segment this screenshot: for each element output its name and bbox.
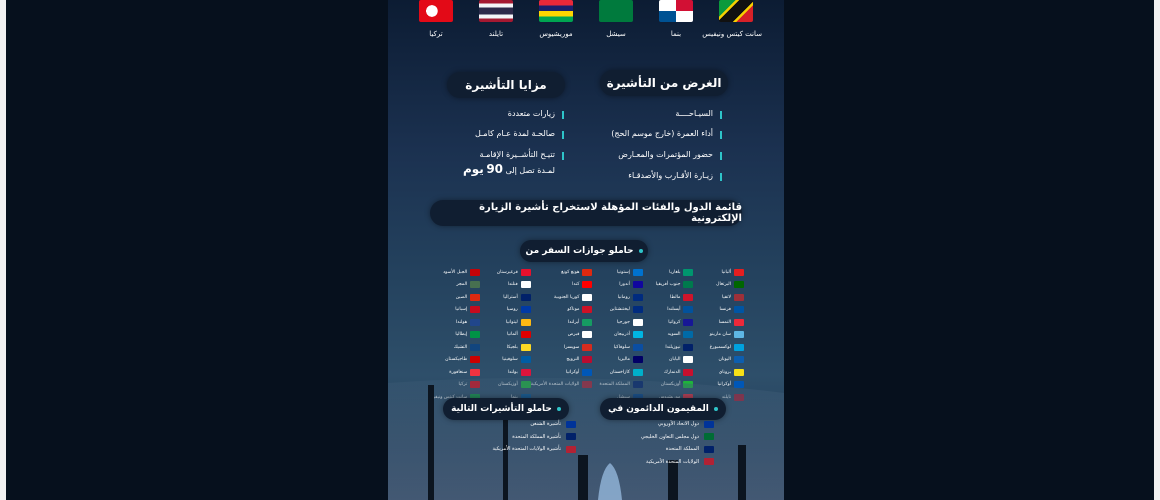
country-entry bbox=[480, 341, 531, 354]
country-name: طاجيكستان bbox=[445, 357, 468, 363]
country-name: إسبانيا bbox=[455, 307, 468, 313]
flag-icon bbox=[683, 269, 693, 276]
country-name: التشيك bbox=[453, 344, 468, 350]
country-name: روسيا bbox=[506, 307, 518, 313]
country-entry bbox=[643, 329, 694, 342]
country-entry bbox=[480, 279, 531, 292]
country-name: السويد bbox=[667, 332, 681, 338]
flag-icon bbox=[734, 306, 744, 313]
country-entry bbox=[693, 329, 744, 342]
country-entry bbox=[531, 329, 593, 342]
country-entry bbox=[428, 329, 480, 342]
flag-icon bbox=[683, 344, 693, 351]
country-entry bbox=[592, 341, 643, 354]
flag-icon bbox=[633, 344, 643, 351]
country-name: موريشيوس bbox=[539, 30, 573, 38]
country-entry bbox=[643, 304, 694, 317]
country-entry bbox=[428, 316, 480, 329]
country-entry bbox=[531, 316, 593, 329]
flag-icon bbox=[521, 331, 531, 338]
country-entry bbox=[428, 354, 480, 367]
country-name: سان مارينو bbox=[709, 332, 731, 338]
flag-icon bbox=[566, 446, 576, 453]
list-item bbox=[641, 456, 714, 469]
country-entry bbox=[693, 291, 744, 304]
country-entry bbox=[480, 354, 531, 367]
country-entry bbox=[592, 354, 643, 367]
flag-icon bbox=[521, 344, 531, 351]
country-entry bbox=[480, 304, 531, 317]
flag-icon bbox=[582, 269, 592, 276]
benefit-item: زيارات متعددة bbox=[508, 109, 564, 118]
country-name: إيطاليا bbox=[455, 332, 468, 338]
flag-icon bbox=[683, 306, 693, 313]
country-name: بولندا bbox=[507, 369, 518, 375]
country-name: سانت كيتس ونيفيس bbox=[702, 30, 762, 38]
residents-list bbox=[641, 418, 714, 468]
country-entry bbox=[592, 304, 643, 317]
flag-icon bbox=[521, 294, 531, 301]
country-name: كندا bbox=[572, 282, 580, 288]
flag-icon bbox=[582, 306, 592, 313]
country-name: ماليزيا bbox=[618, 357, 630, 363]
country-name: أستراليا bbox=[503, 294, 518, 300]
flag-icon bbox=[683, 319, 693, 326]
passport-holders-label: حاملو جوازات السفر من bbox=[525, 246, 634, 256]
flag-icon bbox=[582, 294, 592, 301]
list-item bbox=[641, 431, 714, 444]
visa-holders-label: حاملو التأشيرات التالية bbox=[451, 404, 552, 414]
list-item-label: الولايات المتحدة الأمريكية bbox=[646, 458, 699, 465]
country-name: الجبل الأسود bbox=[443, 269, 468, 275]
flag-icon bbox=[719, 0, 753, 22]
country-name: بروناي bbox=[718, 369, 731, 375]
country-name: النمسا bbox=[718, 319, 731, 325]
benefit-item: صالحـة لمدة عـام كامـل bbox=[475, 129, 564, 138]
country-entry bbox=[693, 341, 744, 354]
country-name: نيوزيلندا bbox=[665, 344, 681, 350]
country-name: أندورا bbox=[619, 282, 630, 288]
flag-icon bbox=[734, 319, 744, 326]
country-name: قبرص bbox=[567, 332, 580, 338]
flag-icon bbox=[704, 446, 714, 453]
country-entry bbox=[428, 304, 480, 317]
country-name: قرغيزستان bbox=[496, 269, 518, 275]
country-name: أيرلندا bbox=[567, 319, 580, 325]
list-item bbox=[641, 443, 714, 456]
bullet-dot bbox=[557, 407, 561, 411]
flag-icon bbox=[521, 306, 531, 313]
bullet-dot bbox=[639, 249, 643, 253]
list-item bbox=[641, 418, 714, 431]
top-flag-item bbox=[410, 0, 462, 44]
country-entry bbox=[643, 354, 694, 367]
country-entry bbox=[531, 341, 593, 354]
flag-icon bbox=[566, 421, 576, 428]
country-entry bbox=[643, 279, 694, 292]
list-item-label: تأشيرة المملكة المتحدة bbox=[512, 433, 561, 440]
country-name: لوكسمبورغ bbox=[709, 344, 731, 350]
benefit-item: تتيـح التأشــيرة الإقامـة bbox=[479, 150, 564, 159]
country-name: كرواتيا bbox=[668, 319, 681, 325]
country-name: لاتفيا bbox=[721, 294, 731, 300]
list-item bbox=[492, 418, 576, 431]
flag-icon bbox=[470, 319, 480, 326]
country-name: جورجيا bbox=[616, 319, 630, 325]
flag-icon bbox=[633, 269, 643, 276]
country-name: مالطا bbox=[670, 294, 681, 300]
country-name: تركيا bbox=[429, 30, 443, 38]
country-name: كوريا الجنوبية bbox=[553, 294, 580, 300]
flag-icon bbox=[599, 0, 633, 22]
duration-prefix: لمـدة تصل إلى bbox=[505, 166, 555, 175]
country-entry bbox=[592, 266, 643, 279]
country-entry bbox=[643, 341, 694, 354]
country-name: فرنسا bbox=[719, 307, 731, 313]
purpose-item: السيـاحــــة bbox=[675, 109, 722, 118]
country-entry bbox=[531, 266, 593, 279]
country-name: الصين bbox=[455, 294, 468, 300]
flag-icon bbox=[582, 331, 592, 338]
visa-holders-list bbox=[492, 418, 576, 456]
country-name: سلوفاكيا bbox=[613, 344, 630, 350]
flag-icon bbox=[470, 356, 480, 363]
list-item-label: دول الاتحاد الأوروبي bbox=[657, 421, 699, 428]
flag-icon bbox=[633, 281, 643, 288]
flag-icon bbox=[734, 281, 744, 288]
flag-icon bbox=[683, 356, 693, 363]
country-name: اليابان bbox=[668, 357, 681, 363]
country-name: رومانيا bbox=[617, 294, 630, 300]
flag-icon bbox=[683, 281, 693, 288]
top-flag-item bbox=[530, 0, 582, 44]
flag-icon bbox=[633, 294, 643, 301]
list-item bbox=[492, 443, 576, 456]
country-entry bbox=[643, 316, 694, 329]
eligible-list-heading: قائمة الدول والفئات المؤهلة لاستخراج تأشيرة الزيارة الإلكترونية bbox=[430, 200, 742, 226]
benefits-heading: مزايا التأشيرة bbox=[447, 72, 565, 98]
country-name: كازاخستان bbox=[609, 369, 630, 375]
list-item bbox=[492, 431, 576, 444]
country-entry bbox=[693, 316, 744, 329]
country-name: هولندا bbox=[455, 319, 468, 325]
purpose-item: أداء العمرة (خارج موسم الحج) bbox=[611, 129, 722, 138]
country-entry bbox=[643, 266, 694, 279]
country-entry bbox=[480, 266, 531, 279]
flag-icon bbox=[683, 294, 693, 301]
country-name: سلوفينيا bbox=[502, 357, 518, 363]
country-entry bbox=[480, 329, 531, 342]
flag-icon bbox=[582, 281, 592, 288]
country-entry bbox=[592, 329, 643, 342]
top-flags-row bbox=[410, 0, 762, 44]
flag-icon bbox=[539, 0, 573, 22]
flag-icon bbox=[704, 421, 714, 428]
country-name: سيشل bbox=[606, 30, 626, 38]
flag-icon bbox=[470, 269, 480, 276]
flag-icon bbox=[470, 281, 480, 288]
country-name: أوكرانيا bbox=[565, 369, 580, 375]
country-name: سويسرا bbox=[564, 344, 580, 350]
flag-icon bbox=[734, 356, 744, 363]
country-name: النرويج bbox=[566, 357, 580, 363]
country-name: البرتغال bbox=[716, 282, 731, 288]
country-name: ليختنشتاين bbox=[609, 307, 630, 313]
flag-icon bbox=[633, 331, 643, 338]
country-entry bbox=[693, 279, 744, 292]
flag-icon bbox=[470, 294, 480, 301]
country-entry bbox=[592, 291, 643, 304]
country-entry bbox=[428, 341, 480, 354]
country-name: اليونان bbox=[718, 357, 731, 363]
country-name: ليتوانيا bbox=[505, 319, 518, 325]
flag-icon bbox=[521, 319, 531, 326]
country-name: ألبانيا bbox=[721, 269, 731, 275]
country-name: فنلندا bbox=[507, 282, 518, 288]
flag-icon bbox=[734, 294, 744, 301]
flag-icon bbox=[521, 269, 531, 276]
visa-poster bbox=[388, 0, 784, 500]
country-entry bbox=[693, 354, 744, 367]
passport-holders-heading bbox=[520, 240, 648, 262]
country-entry bbox=[531, 291, 593, 304]
country-name: الدنمارك bbox=[664, 369, 681, 375]
country-entry bbox=[480, 316, 531, 329]
list-item-label: دول مجلس التعاون الخليجي bbox=[640, 433, 699, 440]
top-flag-item bbox=[650, 0, 702, 44]
flag-icon bbox=[659, 0, 693, 22]
country-name: موناكو bbox=[567, 307, 580, 313]
flag-icon bbox=[582, 344, 592, 351]
flag-icon bbox=[470, 331, 480, 338]
flag-icon bbox=[734, 331, 744, 338]
list-item-label: المملكة المتحدة bbox=[665, 446, 699, 453]
country-name: إستونيا bbox=[617, 269, 630, 275]
country-name: بلجيكا bbox=[506, 344, 518, 350]
purpose-item: زيـارة الأقـارب والأصدقـاء bbox=[628, 171, 722, 180]
country-name: بنما bbox=[670, 30, 682, 38]
flag-icon bbox=[521, 281, 531, 288]
purpose-heading: الغرض من التأشيرة bbox=[600, 70, 728, 96]
right-border bbox=[1154, 0, 1160, 500]
flag-icon bbox=[704, 433, 714, 440]
country-name: المجر bbox=[456, 282, 468, 288]
country-entry bbox=[693, 266, 744, 279]
flag-icon bbox=[734, 344, 744, 351]
purpose-item: حضور المؤتمرات والمعـارض bbox=[618, 150, 722, 159]
bullet-dot bbox=[714, 407, 718, 411]
list-item-label: تأشيرة الشنغن bbox=[530, 421, 561, 428]
country-entry bbox=[428, 266, 480, 279]
flag-icon bbox=[479, 0, 513, 22]
country-name: أذربيجان bbox=[614, 332, 630, 338]
country-entry bbox=[531, 354, 593, 367]
flag-icon bbox=[582, 319, 592, 326]
visa-holders-heading bbox=[443, 398, 569, 420]
top-flag-item bbox=[470, 0, 522, 44]
list-item-label: تأشيرة الولايات المتحدة الأمريكية bbox=[492, 446, 561, 453]
benefit-duration bbox=[463, 162, 555, 176]
country-entry bbox=[643, 291, 694, 304]
country-entry bbox=[428, 291, 480, 304]
country-name: جنوب أفريقيا bbox=[655, 282, 681, 288]
country-name: تايلند bbox=[488, 30, 504, 38]
flag-icon bbox=[633, 356, 643, 363]
country-name: ألمانيا bbox=[506, 332, 518, 338]
flag-icon bbox=[470, 306, 480, 313]
country-entry bbox=[480, 291, 531, 304]
country-entry bbox=[428, 279, 480, 292]
country-entry bbox=[531, 304, 593, 317]
flag-icon bbox=[734, 269, 744, 276]
residents-heading bbox=[600, 398, 726, 420]
country-name: سنغافورة bbox=[449, 369, 468, 375]
top-flag-item bbox=[702, 0, 762, 44]
country-name: أوكرانيا bbox=[717, 382, 731, 388]
country-entry bbox=[693, 304, 744, 317]
city-skyline-image bbox=[388, 375, 784, 500]
flag-icon bbox=[704, 458, 714, 465]
flag-icon bbox=[470, 344, 480, 351]
residents-label: المقيمون الدائمون في bbox=[608, 404, 709, 414]
duration-number: 90 bbox=[486, 162, 504, 176]
left-border bbox=[0, 0, 6, 500]
top-flag-item bbox=[590, 0, 642, 44]
flag-icon bbox=[683, 331, 693, 338]
flag-icon bbox=[633, 319, 643, 326]
country-entry bbox=[592, 316, 643, 329]
flag-icon bbox=[419, 0, 453, 22]
country-name: أيسلندا bbox=[667, 307, 681, 313]
flag-icon bbox=[566, 433, 576, 440]
country-entry bbox=[592, 279, 643, 292]
flag-icon bbox=[521, 356, 531, 363]
flag-icon bbox=[633, 306, 643, 313]
country-name: هونغ كونغ bbox=[561, 269, 580, 275]
duration-unit: يوم bbox=[462, 162, 484, 176]
country-entry bbox=[531, 279, 593, 292]
flag-icon bbox=[582, 356, 592, 363]
country-name: بلغاريا bbox=[669, 269, 681, 275]
